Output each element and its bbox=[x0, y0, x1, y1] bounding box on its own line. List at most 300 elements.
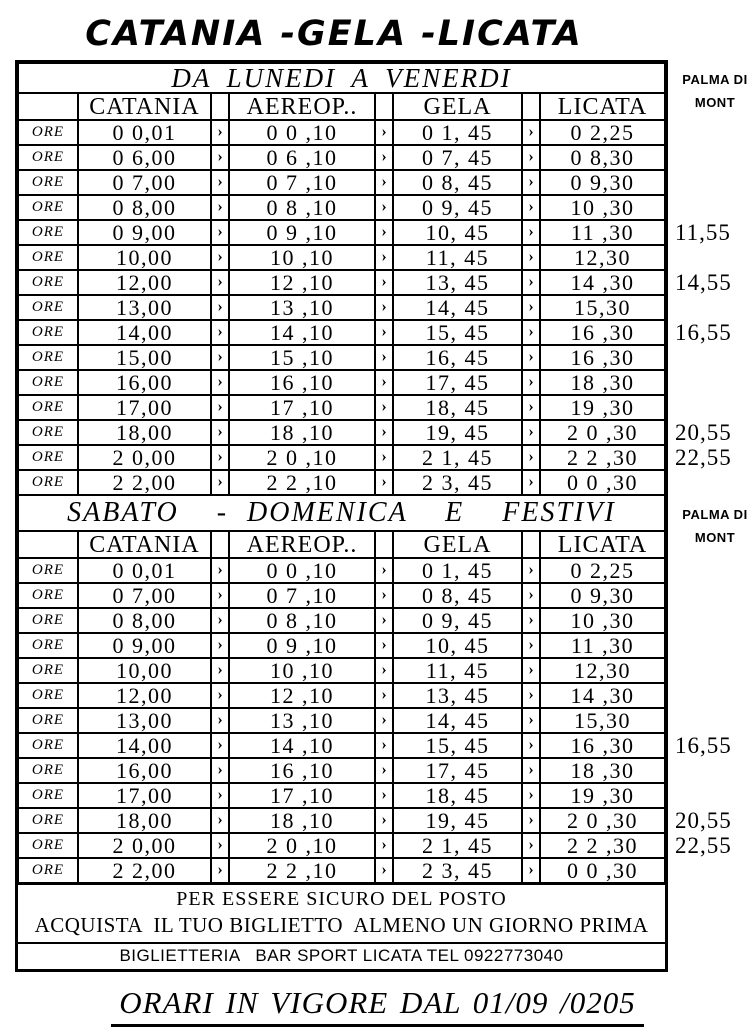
ore-label: ORE bbox=[18, 783, 78, 808]
time-aereop: 0 8 ,10 bbox=[229, 608, 375, 633]
arrow-icon: › bbox=[522, 345, 540, 370]
arrow-icon: › bbox=[522, 220, 540, 245]
time-catania: 17,00 bbox=[78, 395, 211, 420]
time-gela: 0 9, 45 bbox=[393, 608, 522, 633]
time-aereop: 2 0 ,10 bbox=[229, 445, 375, 470]
footer-notice bbox=[18, 883, 665, 969]
arrow-icon: › bbox=[375, 658, 393, 683]
time-catania: 0 9,00 bbox=[78, 220, 211, 245]
time-aereop: 13 ,10 bbox=[229, 295, 375, 320]
time-aereop: 2 2 ,10 bbox=[229, 858, 375, 883]
arrow-icon: › bbox=[211, 320, 229, 345]
arrow-icon: › bbox=[211, 220, 229, 245]
time-catania: 0 9,00 bbox=[78, 633, 211, 658]
arrow-icon: › bbox=[522, 120, 540, 145]
ore-label: ORE bbox=[18, 120, 78, 145]
time-aereop: 0 6 ,10 bbox=[229, 145, 375, 170]
time-gela: 11, 45 bbox=[393, 245, 522, 270]
timetable-row bbox=[18, 470, 665, 495]
arrow-icon: › bbox=[211, 658, 229, 683]
time-licata: 15,30 bbox=[540, 295, 665, 320]
column-header-gela: GELA bbox=[393, 93, 522, 120]
ore-label: ORE bbox=[18, 370, 78, 395]
arrow-icon: › bbox=[375, 395, 393, 420]
ore-label: ORE bbox=[18, 270, 78, 295]
timetable-row bbox=[18, 558, 665, 583]
palma-time: 22,55 bbox=[675, 832, 732, 858]
column-header-row bbox=[18, 93, 665, 120]
ore-label: ORE bbox=[18, 295, 78, 320]
time-aereop: 17 ,10 bbox=[229, 783, 375, 808]
ore-label: ORE bbox=[18, 633, 78, 658]
time-catania: 13,00 bbox=[78, 708, 211, 733]
palma-time bbox=[675, 120, 755, 145]
palma-time bbox=[675, 633, 755, 658]
timetable-row bbox=[18, 683, 665, 708]
time-aereop: 0 9 ,10 bbox=[229, 633, 375, 658]
palma-time bbox=[675, 470, 755, 495]
ore-label: ORE bbox=[18, 320, 78, 345]
arrow-icon: › bbox=[522, 733, 540, 758]
arrow-icon: › bbox=[211, 445, 229, 470]
arrow-icon: › bbox=[375, 170, 393, 195]
time-licata: 11 ,30 bbox=[540, 220, 665, 245]
ore-label: ORE bbox=[18, 833, 78, 858]
time-catania: 16,00 bbox=[78, 758, 211, 783]
palma-time bbox=[675, 145, 755, 170]
time-aereop: 0 7 ,10 bbox=[229, 170, 375, 195]
column-header-spacer bbox=[18, 93, 78, 120]
timetable-row bbox=[18, 345, 665, 370]
time-aereop: 0 8 ,10 bbox=[229, 195, 375, 220]
time-licata: 0 9,30 bbox=[540, 583, 665, 608]
arrow-icon: › bbox=[211, 608, 229, 633]
time-catania: 0 0,01 bbox=[78, 558, 211, 583]
time-licata: 0 2,25 bbox=[540, 120, 665, 145]
column-header-aereop: AEREOP.. bbox=[229, 93, 375, 120]
arrow-icon: › bbox=[522, 245, 540, 270]
timetable-row bbox=[18, 758, 665, 783]
timetable-row bbox=[18, 708, 665, 733]
palma-time bbox=[675, 708, 755, 733]
arrow-icon: › bbox=[375, 345, 393, 370]
time-gela: 14, 45 bbox=[393, 708, 522, 733]
section-caption-row bbox=[18, 495, 665, 531]
column-header-spacer bbox=[375, 531, 393, 558]
time-gela: 0 7, 45 bbox=[393, 145, 522, 170]
arrow-icon: › bbox=[522, 808, 540, 833]
arrow-icon: › bbox=[522, 758, 540, 783]
time-aereop: 13 ,10 bbox=[229, 708, 375, 733]
timetable-row bbox=[18, 420, 665, 445]
time-catania: 0 7,00 bbox=[78, 170, 211, 195]
time-catania: 12,00 bbox=[78, 683, 211, 708]
arrow-icon: › bbox=[211, 470, 229, 495]
time-licata: 10 ,30 bbox=[540, 195, 665, 220]
arrow-icon: › bbox=[522, 658, 540, 683]
arrow-icon: › bbox=[522, 583, 540, 608]
ore-label: ORE bbox=[18, 420, 78, 445]
arrow-icon: › bbox=[522, 370, 540, 395]
arrow-icon: › bbox=[375, 470, 393, 495]
arrow-icon: › bbox=[211, 733, 229, 758]
time-aereop: 10 ,10 bbox=[229, 658, 375, 683]
time-gela: 18, 45 bbox=[393, 783, 522, 808]
column-header-row bbox=[18, 531, 665, 558]
ore-label: ORE bbox=[18, 395, 78, 420]
ore-label: ORE bbox=[18, 758, 78, 783]
arrow-icon: › bbox=[522, 858, 540, 883]
time-licata: 0 9,30 bbox=[540, 170, 665, 195]
arrow-icon: › bbox=[522, 470, 540, 495]
ore-label: ORE bbox=[18, 245, 78, 270]
arrow-icon: › bbox=[522, 683, 540, 708]
arrow-icon: › bbox=[522, 395, 540, 420]
arrow-icon: › bbox=[375, 295, 393, 320]
arrow-icon: › bbox=[211, 833, 229, 858]
time-aereop: 14 ,10 bbox=[229, 320, 375, 345]
ore-label: ORE bbox=[18, 470, 78, 495]
timetable-content bbox=[15, 60, 755, 972]
timetable-row bbox=[18, 808, 665, 833]
time-aereop: 12 ,10 bbox=[229, 683, 375, 708]
timetable-row bbox=[18, 608, 665, 633]
time-gela: 0 1, 45 bbox=[393, 120, 522, 145]
section-caption: SABATO - DOMENICA E FESTIVI bbox=[18, 495, 665, 531]
arrow-icon: › bbox=[522, 195, 540, 220]
arrow-icon: › bbox=[522, 445, 540, 470]
palma-time bbox=[675, 583, 755, 608]
column-header-spacer bbox=[522, 93, 540, 120]
arrow-icon: › bbox=[375, 783, 393, 808]
arrow-icon: › bbox=[375, 758, 393, 783]
arrow-icon: › bbox=[375, 708, 393, 733]
arrow-icon: › bbox=[375, 195, 393, 220]
timetable-row bbox=[18, 833, 665, 858]
time-licata: 10 ,30 bbox=[540, 608, 665, 633]
arrow-icon: › bbox=[522, 633, 540, 658]
time-licata: 0 0 ,30 bbox=[540, 470, 665, 495]
arrow-icon: › bbox=[375, 683, 393, 708]
time-gela: 15, 45 bbox=[393, 320, 522, 345]
palma-di-mont-label bbox=[675, 495, 755, 558]
time-licata: 15,30 bbox=[540, 708, 665, 733]
time-aereop: 12 ,10 bbox=[229, 270, 375, 295]
palma-time bbox=[675, 558, 755, 583]
timetable-row bbox=[18, 583, 665, 608]
notice-line1: PER ESSERE SICURO DEL POSTO bbox=[176, 888, 507, 910]
time-licata: 0 2,25 bbox=[540, 558, 665, 583]
time-licata: 0 8,30 bbox=[540, 145, 665, 170]
time-catania: 0 0,01 bbox=[78, 120, 211, 145]
arrow-icon: › bbox=[522, 270, 540, 295]
arrow-icon: › bbox=[211, 633, 229, 658]
palma-side-column bbox=[668, 60, 755, 972]
time-gela: 17, 45 bbox=[393, 758, 522, 783]
time-aereop: 18 ,10 bbox=[229, 808, 375, 833]
column-header-gela: GELA bbox=[393, 531, 522, 558]
time-catania: 2 0,00 bbox=[78, 445, 211, 470]
arrow-icon: › bbox=[375, 370, 393, 395]
arrow-icon: › bbox=[211, 370, 229, 395]
timetable-row bbox=[18, 395, 665, 420]
time-catania: 12,00 bbox=[78, 270, 211, 295]
time-catania: 18,00 bbox=[78, 420, 211, 445]
palma-time bbox=[675, 195, 755, 220]
column-header-spacer bbox=[18, 531, 78, 558]
validity-note: ORARI IN VIGORE DAL 01/09 /0205 bbox=[111, 985, 643, 1027]
time-catania: 2 2,00 bbox=[78, 858, 211, 883]
ore-label: ORE bbox=[18, 658, 78, 683]
arrow-icon: › bbox=[375, 420, 393, 445]
timetable-row bbox=[18, 295, 665, 320]
arrow-icon: › bbox=[375, 608, 393, 633]
palma-time: 22,55 bbox=[675, 444, 732, 470]
time-licata: 14 ,30 bbox=[540, 270, 665, 295]
time-catania: 10,00 bbox=[78, 245, 211, 270]
time-gela: 19, 45 bbox=[393, 808, 522, 833]
timetable-row bbox=[18, 658, 665, 683]
ore-label: ORE bbox=[18, 220, 78, 245]
time-gela: 11, 45 bbox=[393, 658, 522, 683]
arrow-icon: › bbox=[211, 245, 229, 270]
time-gela: 0 8, 45 bbox=[393, 170, 522, 195]
time-catania: 15,00 bbox=[78, 345, 211, 370]
time-catania: 14,00 bbox=[78, 320, 211, 345]
arrow-icon: › bbox=[522, 558, 540, 583]
arrow-icon: › bbox=[522, 833, 540, 858]
palma-time bbox=[675, 783, 755, 808]
time-licata: 18 ,30 bbox=[540, 758, 665, 783]
arrow-icon: › bbox=[211, 345, 229, 370]
time-gela: 2 1, 45 bbox=[393, 445, 522, 470]
time-licata: 2 0 ,30 bbox=[540, 420, 665, 445]
palma-time bbox=[675, 245, 755, 270]
ore-label: ORE bbox=[18, 558, 78, 583]
time-gela: 15, 45 bbox=[393, 733, 522, 758]
time-gela: 2 3, 45 bbox=[393, 858, 522, 883]
timetable-row bbox=[18, 220, 665, 245]
seat-notice bbox=[18, 885, 665, 944]
notice-line2: ACQUISTA IL TUO BIGLIETTO ALMENO UN GIORNO PRIMA bbox=[34, 913, 649, 937]
time-licata: 0 0 ,30 bbox=[540, 858, 665, 883]
time-gela: 2 1, 45 bbox=[393, 833, 522, 858]
time-aereop: 0 7 ,10 bbox=[229, 583, 375, 608]
time-aereop: 2 0 ,10 bbox=[229, 833, 375, 858]
arrow-icon: › bbox=[375, 320, 393, 345]
time-licata: 16 ,30 bbox=[540, 320, 665, 345]
arrow-icon: › bbox=[211, 683, 229, 708]
column-header-catania: CATANIA bbox=[78, 93, 211, 120]
time-licata: 2 2 ,30 bbox=[540, 833, 665, 858]
page-title: CATANIA -GELA -LICATA bbox=[85, 14, 583, 54]
arrow-icon: › bbox=[211, 708, 229, 733]
validity-wrap bbox=[0, 985, 755, 1027]
arrow-icon: › bbox=[211, 808, 229, 833]
palma-time bbox=[675, 345, 755, 370]
arrow-icon: › bbox=[211, 195, 229, 220]
timetable-row bbox=[18, 445, 665, 470]
ore-label: ORE bbox=[18, 345, 78, 370]
time-gela: 10, 45 bbox=[393, 633, 522, 658]
time-gela: 18, 45 bbox=[393, 395, 522, 420]
timetable-row bbox=[18, 733, 665, 758]
column-header-aereop: AEREOP.. bbox=[229, 531, 375, 558]
time-gela: 2 3, 45 bbox=[393, 470, 522, 495]
arrow-icon: › bbox=[211, 395, 229, 420]
ore-label: ORE bbox=[18, 195, 78, 220]
arrow-icon: › bbox=[375, 633, 393, 658]
time-gela: 17, 45 bbox=[393, 370, 522, 395]
palma-time bbox=[675, 170, 755, 195]
time-aereop: 14 ,10 bbox=[229, 733, 375, 758]
arrow-icon: › bbox=[375, 245, 393, 270]
time-licata: 2 0 ,30 bbox=[540, 808, 665, 833]
arrow-icon: › bbox=[522, 708, 540, 733]
arrow-icon: › bbox=[211, 758, 229, 783]
time-gela: 0 8, 45 bbox=[393, 583, 522, 608]
arrow-icon: › bbox=[375, 558, 393, 583]
arrow-icon: › bbox=[522, 145, 540, 170]
palma-time bbox=[675, 608, 755, 633]
time-licata: 2 2 ,30 bbox=[540, 445, 665, 470]
arrow-icon: › bbox=[375, 583, 393, 608]
arrow-icon: › bbox=[375, 145, 393, 170]
ore-label: ORE bbox=[18, 145, 78, 170]
timetable-row bbox=[18, 370, 665, 395]
time-aereop: 17 ,10 bbox=[229, 395, 375, 420]
ore-label: ORE bbox=[18, 445, 78, 470]
column-header-spacer bbox=[522, 531, 540, 558]
ore-label: ORE bbox=[18, 808, 78, 833]
column-header-spacer bbox=[375, 93, 393, 120]
arrow-icon: › bbox=[375, 858, 393, 883]
palma-time: 11,55 bbox=[675, 219, 731, 245]
timetable-row bbox=[18, 170, 665, 195]
time-licata: 16 ,30 bbox=[540, 733, 665, 758]
arrow-icon: › bbox=[211, 583, 229, 608]
time-gela: 14, 45 bbox=[393, 295, 522, 320]
ticket-office-info: BIGLIETTERIA BAR SPORT LICATA TEL 0922773040 bbox=[119, 946, 564, 965]
arrow-icon: › bbox=[375, 445, 393, 470]
column-header-spacer bbox=[211, 93, 229, 120]
time-catania: 2 0,00 bbox=[78, 833, 211, 858]
palma-time bbox=[675, 658, 755, 683]
section-caption-row bbox=[18, 63, 665, 93]
arrow-icon: › bbox=[211, 295, 229, 320]
timetable-row bbox=[18, 195, 665, 220]
arrow-icon: › bbox=[211, 170, 229, 195]
arrow-icon: › bbox=[522, 320, 540, 345]
arrow-icon: › bbox=[375, 270, 393, 295]
palma-time: 16,55 bbox=[675, 319, 732, 345]
timetable-row bbox=[18, 145, 665, 170]
palma-time bbox=[675, 395, 755, 420]
arrow-icon: › bbox=[375, 833, 393, 858]
schedule-sections bbox=[18, 63, 665, 883]
time-aereop: 16 ,10 bbox=[229, 370, 375, 395]
time-gela: 10, 45 bbox=[393, 220, 522, 245]
column-header-licata: LICATA bbox=[540, 93, 665, 120]
arrow-icon: › bbox=[375, 220, 393, 245]
ore-label: ORE bbox=[18, 583, 78, 608]
arrow-icon: › bbox=[522, 170, 540, 195]
column-header-catania: CATANIA bbox=[78, 531, 211, 558]
time-gela: 0 9, 45 bbox=[393, 195, 522, 220]
ore-label: ORE bbox=[18, 733, 78, 758]
arrow-icon: › bbox=[375, 120, 393, 145]
time-catania: 0 7,00 bbox=[78, 583, 211, 608]
timetable-row bbox=[18, 245, 665, 270]
time-licata: 12,30 bbox=[540, 658, 665, 683]
arrow-icon: › bbox=[522, 295, 540, 320]
time-catania: 10,00 bbox=[78, 658, 211, 683]
arrow-icon: › bbox=[211, 270, 229, 295]
time-catania: 0 8,00 bbox=[78, 195, 211, 220]
time-catania: 14,00 bbox=[78, 733, 211, 758]
time-aereop: 16 ,10 bbox=[229, 758, 375, 783]
time-licata: 19 ,30 bbox=[540, 395, 665, 420]
time-catania: 16,00 bbox=[78, 370, 211, 395]
arrow-icon: › bbox=[522, 783, 540, 808]
time-licata: 12,30 bbox=[540, 245, 665, 270]
time-licata: 19 ,30 bbox=[540, 783, 665, 808]
time-aereop: 0 0 ,10 bbox=[229, 120, 375, 145]
ore-label: ORE bbox=[18, 608, 78, 633]
time-gela: 19, 45 bbox=[393, 420, 522, 445]
time-gela: 13, 45 bbox=[393, 683, 522, 708]
palma-time bbox=[675, 295, 755, 320]
palma-label-line1: PALMA DI bbox=[682, 507, 748, 523]
ore-label: ORE bbox=[18, 708, 78, 733]
ore-label: ORE bbox=[18, 683, 78, 708]
palma-time: 14,55 bbox=[675, 269, 732, 295]
time-aereop: 0 9 ,10 bbox=[229, 220, 375, 245]
timetable-row bbox=[18, 783, 665, 808]
palma-di-mont-label bbox=[675, 63, 755, 120]
palma-time bbox=[675, 370, 755, 395]
arrow-icon: › bbox=[211, 420, 229, 445]
arrow-icon: › bbox=[375, 808, 393, 833]
time-catania: 17,00 bbox=[78, 783, 211, 808]
arrow-icon: › bbox=[375, 733, 393, 758]
timetable-row bbox=[18, 270, 665, 295]
palma-label-line2: MONT bbox=[694, 94, 736, 110]
ore-label: ORE bbox=[18, 170, 78, 195]
time-catania: 2 2,00 bbox=[78, 470, 211, 495]
column-header-spacer bbox=[211, 531, 229, 558]
palma-time bbox=[675, 683, 755, 708]
time-licata: 14 ,30 bbox=[540, 683, 665, 708]
time-gela: 0 1, 45 bbox=[393, 558, 522, 583]
palma-label-line2: MONT bbox=[694, 529, 736, 545]
palma-time: 16,55 bbox=[675, 732, 732, 758]
palma-time: 20,55 bbox=[675, 419, 732, 445]
palma-time bbox=[675, 858, 755, 883]
time-aereop: 0 0 ,10 bbox=[229, 558, 375, 583]
arrow-icon: › bbox=[211, 558, 229, 583]
ore-label: ORE bbox=[18, 858, 78, 883]
time-aereop: 18 ,10 bbox=[229, 420, 375, 445]
palma-time bbox=[675, 758, 755, 783]
timetable-row bbox=[18, 858, 665, 883]
time-aereop: 15 ,10 bbox=[229, 345, 375, 370]
column-header-licata: LICATA bbox=[540, 531, 665, 558]
time-gela: 13, 45 bbox=[393, 270, 522, 295]
arrow-icon: › bbox=[211, 858, 229, 883]
arrow-icon: › bbox=[522, 608, 540, 633]
section-caption: DA LUNEDI A VENERDI bbox=[18, 63, 665, 93]
